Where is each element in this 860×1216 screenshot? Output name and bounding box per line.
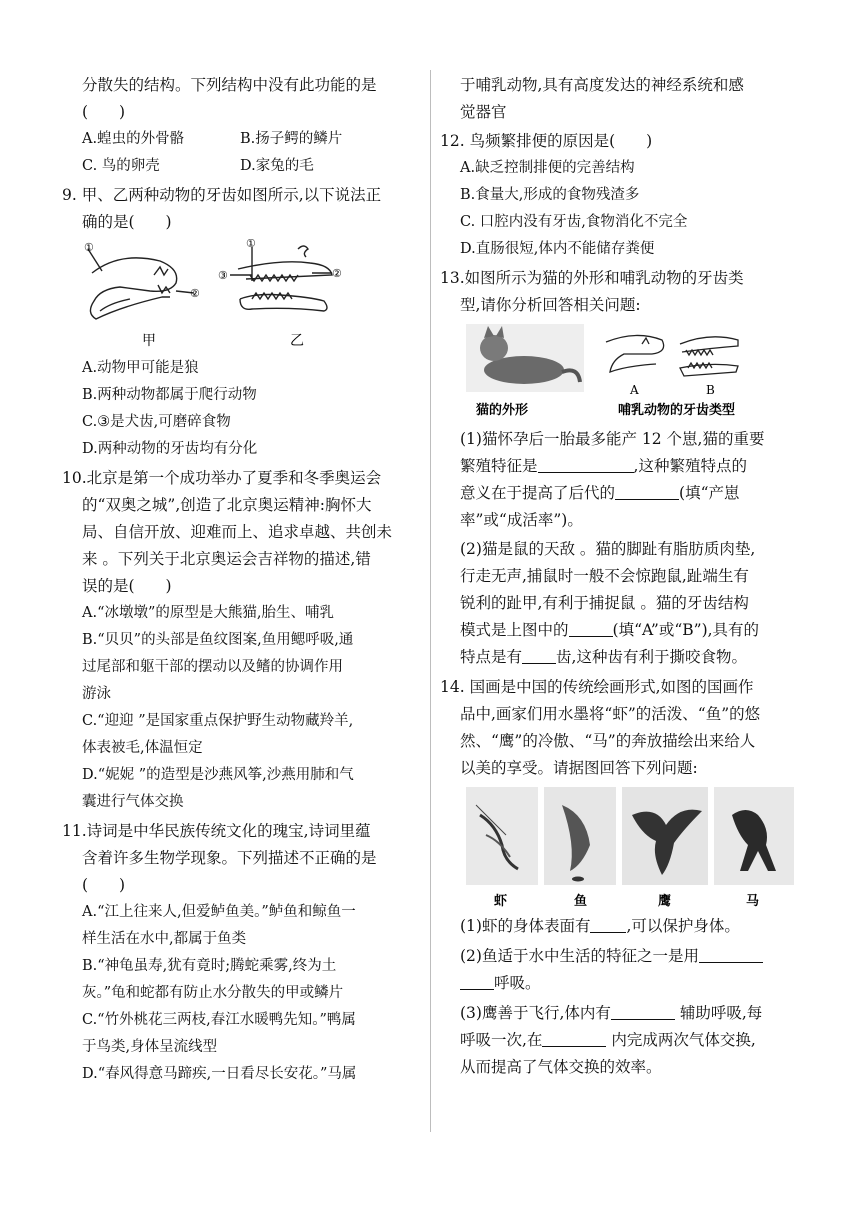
q8-option-d: D.家兔的毛 [240, 158, 314, 174]
q14-part3-line1: (3)鹰善于飞行,体内有 辅助呼吸,每 [460, 1004, 763, 1022]
q14-part2-line2: 呼吸。 [440, 970, 802, 996]
answer-blank[interactable] [699, 946, 763, 963]
q9-stem-line2: 确的是( ) [82, 213, 172, 231]
q10-option-c-line2: 体表被毛,体温恒定 [82, 740, 203, 756]
q12-option-c: C. 口腔内没有牙齿,食物消化不完全 [460, 214, 688, 230]
label-3: ③ [218, 269, 228, 282]
skull-drawings [80, 239, 380, 351]
cat-and-teeth-figure [466, 322, 766, 422]
q12-option-d: D.直肠很短,体内不能储存粪便 [460, 241, 655, 257]
q11-stem-line1: 11.诗词是中华民族传统文化的瑰宝,诗词里蕴 [62, 822, 371, 840]
answer-blank[interactable] [611, 1003, 675, 1020]
q14-stem-line4: 以美的享受。请据图回答下列问题: [460, 759, 698, 777]
column-divider [430, 70, 431, 1132]
q12-stem: 12. 鸟频繁排便的原因是( ) [440, 132, 653, 150]
q10-option-a: A.“冰墩墩”的原型是大熊猫,胎生、哺乳 [82, 605, 335, 621]
q8-option-a: A.蝗虫的外骨骼 [82, 131, 185, 147]
q13-stem-line1: 13.如图所示为猫的外形和哺乳动物的牙齿类 [440, 269, 744, 287]
caption-jia: 甲 [142, 333, 156, 349]
q13-part1-line4: 率”或“成活率”)。 [460, 511, 583, 529]
q14-stem-line2: 品中,画家们用水墨将“虾”的活泼、“鱼”的悠 [460, 705, 761, 723]
teeth-label-a: A [630, 383, 639, 397]
shrimp-caption: 虾 [494, 894, 508, 909]
q8-paren: ( ) [82, 103, 126, 121]
q13-part2-line2: 行走无声,捕鼠时一般不会惊跑鼠,趾端生有 [460, 567, 749, 585]
eagle-caption: 鹰 [658, 894, 672, 909]
q12-option-a: A.缺乏控制排便的完善结构 [460, 160, 635, 176]
q14-part2-line1: (2)鱼适于水中生活的特征之一是用 [440, 943, 802, 969]
q10-stem-line2: 的“双奥之城”,创造了北京奥运精神:胸怀大 [82, 496, 372, 514]
q11-stem-line2: 含着许多生物学现象。下列描述不正确的是 [82, 849, 377, 867]
q8-option-b: B.扬子鳄的鳞片 [240, 131, 343, 147]
q11-option-d-line2: 于哺乳动物,具有高度发达的神经系统和感 [460, 76, 744, 94]
q10-option-d-line1: D.“妮妮 ”的造型是沙燕风筝,沙燕用肺和气 [82, 767, 354, 783]
q11-option-c-line1: C.“竹外桃花三两枝,春江水暖鸭先知。”鸭属 [82, 1012, 356, 1028]
q13-stem-line2: 型,请你分析回答相关问题: [460, 296, 641, 314]
q9-option-b: B.两种动物都属于爬行动物 [82, 387, 257, 403]
q8-options-row2 [62, 153, 422, 179]
q14-part3-line2: 呼吸一次,在 内完成两次气体交换, [460, 1031, 756, 1049]
q12-option-b: B.食量大,形成的食物残渣多 [460, 187, 640, 203]
q10-option-b-line3: 游泳 [82, 686, 111, 702]
q10-stem-line5: 误的是( ) [82, 577, 172, 595]
q11-option-b-line2: 灰。”龟和蛇都有防止水分散失的甲或鳞片 [82, 985, 344, 1001]
q11-option-b-line1: B.“神龟虽寿,犹有竟时;腾蛇乘雾,终为土 [82, 958, 337, 974]
q13-part1-line2: 繁殖特征是 ,这种繁殖特点的 [460, 457, 747, 475]
teeth-caption: 哺乳动物的牙齿类型 [618, 403, 736, 418]
q14-part1: (1)虾的身体表面有 ,可以保护身体。 [460, 917, 740, 935]
answer-blank[interactable] [590, 916, 626, 933]
q10-option-b-line1: B.“贝贝”的头部是鱼纹图案,鱼用鳃呼吸,通 [82, 632, 354, 648]
q11-option-d-line1: D.“春风得意马蹄疾,一日看尽长安花。”马属 [82, 1066, 357, 1082]
q11-option-a-line1: A.“江上往来人,但爱鲈鱼美。”鲈鱼和鲸鱼一 [82, 904, 356, 920]
right-column [440, 72, 802, 1081]
caption-yi: 乙 [290, 333, 304, 349]
teeth-label-b: B [706, 383, 715, 397]
q11-option-c-line2: 于鸟类,身体呈流线型 [82, 1039, 218, 1055]
q9-option-d: D.两种动物的牙齿均有分化 [82, 441, 258, 457]
q11-option-a-line2: 样生活在水中,都属于鱼类 [82, 931, 247, 947]
label-2a: ② [190, 287, 200, 300]
q10-option-b-line2: 过尾部和躯干部的摆动以及鳍的协调作用 [82, 659, 343, 675]
ink-paintings [466, 785, 796, 909]
answer-blank[interactable] [615, 483, 679, 500]
answer-blank[interactable] [569, 620, 613, 637]
q8-continuation: 分散失的结构。下列结构中没有此功能的是 [82, 76, 377, 94]
q14-stem-line1: 14. 国画是中国的传统绘画形式,如图的国画作 [440, 678, 754, 696]
q10-option-d-line2: 囊进行气体交换 [82, 794, 184, 810]
q9-teeth-figure [80, 239, 422, 351]
q13-part2-line1: (2)猫是鼠的天敌 。猫的脚趾有脂肪质肉垫, [460, 540, 756, 558]
q13-part2-line3: 锐利的趾甲,有利于捕捉鼠 。猫的牙齿结构 [460, 594, 749, 612]
q13-part1-line3: 意义在于提高了后代的 (填“产崽 [460, 484, 740, 502]
label-1b: ① [246, 239, 256, 250]
q9-stem-line1: 9. 甲、乙两种动物的牙齿如图所示,以下说法正 [62, 186, 382, 204]
q13-part1-line1: (1)猫怀孕后一胎最多能产 12 个崽,猫的重要 [460, 430, 765, 448]
label-2b: ② [332, 267, 342, 280]
q10-option-c-line1: C.“迎迎 ”是国家重点保护野生动物藏羚羊, [82, 713, 354, 729]
fish-caption: 鱼 [574, 894, 588, 909]
q10-stem-line4: 来 。下列关于北京奥运会吉祥物的描述,错 [82, 550, 371, 568]
answer-blank[interactable] [522, 647, 556, 664]
q9-option-a: A.动物甲可能是狼 [82, 360, 199, 376]
q9-option-c: C.③是犬齿,可磨碎食物 [82, 414, 231, 430]
q8-option-c: C. 鸟的卵壳 [82, 158, 160, 174]
answer-blank[interactable] [538, 456, 634, 473]
q11-option-d-line3: 觉器官 [460, 103, 507, 121]
label-1a: ① [84, 241, 94, 254]
q11-stem-line3: ( ) [82, 876, 126, 894]
cat-caption: 猫的外形 [476, 403, 529, 418]
q14-part3-line3: 从而提高了气体交换的效率。 [460, 1058, 662, 1076]
q14-paintings-figure [466, 785, 802, 909]
q13-figure [466, 322, 802, 422]
q13-part2-line5: 特点是有 齿,这种齿有利于撕咬食物。 [460, 648, 747, 666]
q10-stem-line1: 10.北京是第一个成功举办了夏季和冬季奥运会 [62, 469, 382, 487]
q14-stem-line3: 然、“鹰”的冷傲、“马”的奔放描绘出来给人 [460, 732, 756, 750]
left-column [62, 72, 422, 1088]
answer-blank[interactable] [542, 1030, 606, 1047]
shrimp-painting [466, 787, 538, 885]
answer-blank[interactable] [460, 973, 494, 990]
q10-stem-line3: 局、自信开放、迎难而上、追求卓越、共创未 [82, 523, 393, 541]
q8-options-row1 [62, 126, 422, 152]
horse-caption: 马 [746, 894, 760, 909]
q13-part2-line4: 模式是上图中的 (填“A”或“B”),具有的 [460, 621, 760, 639]
